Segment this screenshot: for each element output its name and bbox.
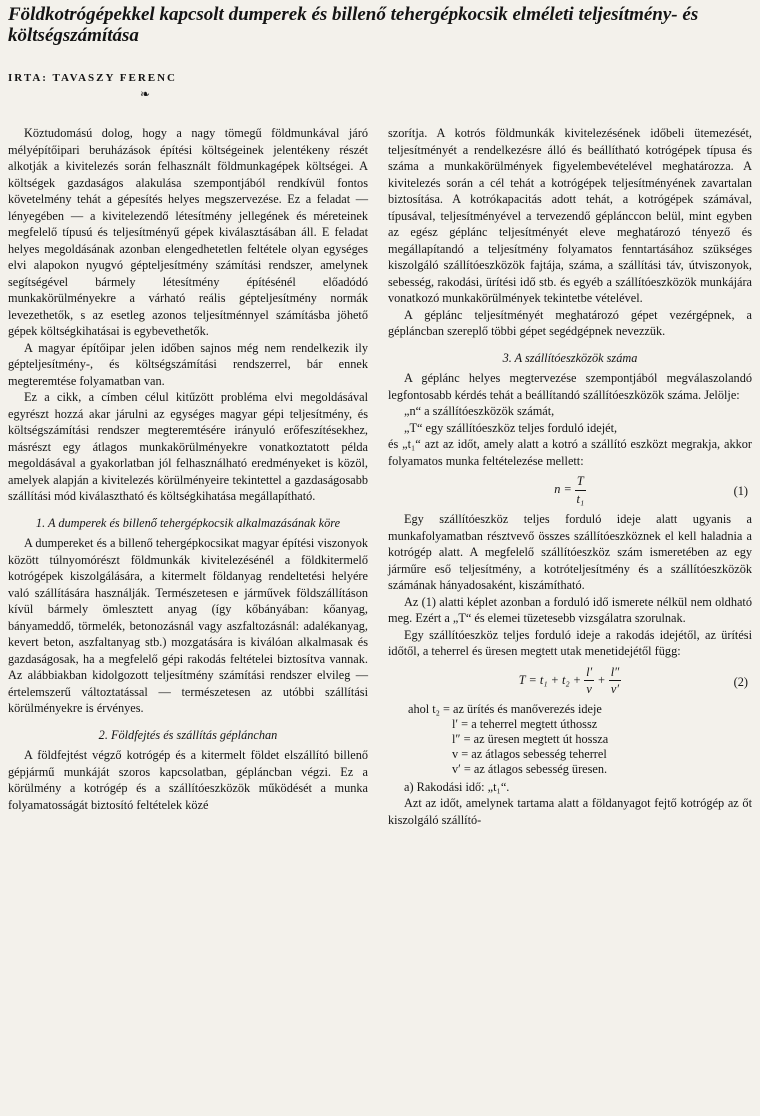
equation-2-denominator-2: v′ [610, 682, 620, 696]
equation-2 [388, 664, 752, 698]
paragraph: A földfejtést végző kotrógép és a kitermelt földet elszállító billenő gépjármű munkáját szoros kapcsolatban, gépláncban végzi. Ez a körülmény a kotrógép és a szállítóeszközök működését a munka folyamatosságát biztosító feltételek közé [8, 748, 368, 812]
left-column [8, 125, 368, 813]
paragraph: szorítja. A kotrós földmunkák kivitelezésének időbeli ütemezését, teljesítményét a rendelkezésre álló és beállítható kotrógépek típusa és száma a munkakörülmények figyelembevételével meghatározza. A kivitelezés során a cél tehát a kotrógépek teljesítményének zavartalan biztosítása. A kotrókapacitás adott tehát, a kotrógépek számával, típusával, teljesítményével a tervezendő géplánccon belül, mint egyben az egész géplánc teljesítményét eleve meghatározó tényező és megállapítandó a teljesítmény folyamatos fenntartásához szükséges kiszolgáló szállítóeszközök fajtája, száma, a szállítási táv, útviszonyok, sebesség, rakodási, ürítési idő stb. és egyéb a szállítóeszközök munkájára vonatkozó munkakörülmények tekintetbe vételével. [388, 126, 752, 305]
paragraph: Az (1) alatti képlet azonban a forduló idő ismerete nélkül nem oldható meg. Ezért a „T“ és elemei tüzetesebb vizsgálatra szorulnak. [388, 594, 752, 625]
paragraph: Egy szállítóeszköz teljes forduló ideje alatt ugyanis a munkafolyamatban résztvevő összes szállítóeszköznek el kell haladnia a kotrógép alatt. A megfelelő szállítóeszköz szám ismeretében az egy járműre eső teljesítmény, a kotróteljesítmény és a szállítóeszközök számának hányadosaként, kiszámítható. [388, 512, 752, 592]
definition-line: ahol t₂ = az ürítés és manőverezés ideje [408, 701, 602, 716]
article-title: Földkotrógépekkel kapcsolt dumperek és billenő tehergépkocsik elméleti teljesítmény- és költségszámítása [8, 4, 699, 46]
equation-2-denominator-1: v [586, 682, 592, 696]
paragraph: Egy szállítóeszköz teljes forduló ideje a rakodás idejétől, az ürítési időtől, a teherrel és üresen megtett utak menetidejétől függ: [388, 627, 752, 658]
paragraph: A magyar építőipar jelen időben sajnos még nem rendelkezik ily gépteljesítmény-, és költségszámítási rendszerrel, bár ennek megteremtése folyamatban van. [8, 340, 368, 388]
subsection-a: a) Rakodási idő: „t₁“. [404, 779, 510, 794]
equation-2-plus: + [597, 672, 606, 687]
section-heading-1: 1. A dumperek és billenő tehergépkocsik alkalmazásának köre [35, 515, 341, 530]
equation-2-fraction-1 [584, 664, 594, 698]
definition-line: l′ = a teherrel megtett úthossz [452, 716, 598, 731]
definition-line: v′ = az átlagos sebesség üresen. [452, 761, 608, 776]
definition-n: „n“ a szállítóeszközök számát, [404, 404, 555, 418]
section-heading-2: 2. Földfejtés és szállítás géplánchan [98, 727, 278, 742]
variable-definitions [408, 702, 752, 777]
section-heading-3: 3. A szállítóeszközök száma [502, 350, 638, 365]
equation-1 [388, 473, 752, 507]
equation-2-fraction-2 [609, 664, 622, 698]
paragraph: Ez a cikk, a címben célul kitűzött probléma elvi megoldásával egyrészt hozzá akar járulni az egységes magyar gépi teljesítmény, és költségszámítási rendszer megteremtésére irányuló erőfeszítésekhez, másrészt egy átlagos munkakörülményekre vonatkoztatott példa megoldásával a gyakorlatban jól felhasználható eredményeket is közöl, amelyek alapján a kivitelezés körülményeire tekintettel a gazdaságosabb szállítási mód kiválasztható és költségkihatása megállapítható. [8, 390, 368, 503]
equation-2-numerator-1: l′ [584, 664, 594, 682]
equation-2-lhs: T = t₁ + t₂ + [518, 672, 582, 687]
equation-1-lhs: n = [554, 481, 572, 496]
ornament-icon: ❧ [140, 87, 151, 101]
definition-T: „T“ egy szállítóeszköz teljes forduló idejét, [404, 420, 618, 435]
paragraph: Köztudomású dolog, hogy a nagy tömegű földmunkával járó mélyépítőipari beruházások építési költségeinek jelentékeny részét alkotják a kivitelezés során felhasznált földmunkagépek költségei. A költségek gazdaságos alakulása szempontjából rendkívül fontos követelmény tehát a gépesítés helyes megszervezése. Ez a feladat — lényegében — a kivitelezendő létesítmény jellegének és méreteinek megfelelő típusú és teljesítményű gépek kiválasztásában áll. E feladat helyes megoldásának azonban elengedhetetlen feltétele olyan egységes elvi alapokon nyugvó gépteljesítmény számítási rendszer, amelynek segítségével bármely létesítmény építésénél előadódó munkakörülményekre a várható reális gépteljesítmény normák levezethetők, s az esetleg azonos teljesítménnyel számításba jöhető gépek költségkihatásai is egybevethetők. [8, 126, 368, 338]
definition-line: v = az átlagos sebesség teherrel [452, 746, 607, 761]
equation-1-denominator: t₁ [576, 491, 585, 506]
equation-1-number: (1) [733, 484, 748, 498]
equation-2-numerator-2: l″ [609, 664, 622, 682]
equation-1-numerator: T [575, 473, 586, 491]
equation-2-number: (2) [733, 674, 748, 689]
paragraph: Azt az időt, amelynek tartama alatt a földanyagot fejtő kotrógép az őt kiszolgáló szállító- [388, 796, 752, 827]
paragraph: A dumpereket és a billenő tehergépkocsikat magyar építési viszonyok között túlnyomórészt földmunkák kivitelezésénél a földkitermelő kotrógépek kiszolgálására, a kitermelt földanyag rendeltetési helyére való szállítására használják. Természetesen e járművek földszállításon kívül bármely ömlesztett anyag (így kőbányában: kőanyag, bányameddő, törmelék, betonozásnál vagy aszfaltozásnál: adalékanyag, kevert beton, aszfaltanyag stb.) mozgatására is kiválóan alkalmasak és gazdaságosak, ha a megfelelő gépi rakodás feltételei biztosítva vannak. Az alábbiakban kidolgozott teljesítmény számítási rendszer elvileg — értelemszerű változtatással — természetesen az utóbbi szállítási körülményekre is érvényes. [8, 536, 368, 715]
paragraph: A géplánc teljesítményét meghatározó gépet vezérgépnek, a gépláncban szereplő többi gépet segédgépnek nevezzük. [388, 307, 752, 338]
definition-line: l″ = az üresen megtett út hossza [452, 731, 609, 746]
right-column [388, 125, 752, 828]
paragraph: A géplánc helyes megtervezése szempontjából megválaszolandó legfontosabb kérdés tehát a beállítandó szállítóeszközök száma. Jelölje: [388, 371, 752, 402]
definition-t1: és „t₁“ azt az időt, amely alatt a kotró a szállító eszközt megrakja, akkor folyamatos munka feltételezése mellett: [388, 437, 752, 468]
author-byline: IRTA: TAVASZY FERENC [8, 72, 177, 84]
equation-1-fraction [575, 473, 586, 507]
